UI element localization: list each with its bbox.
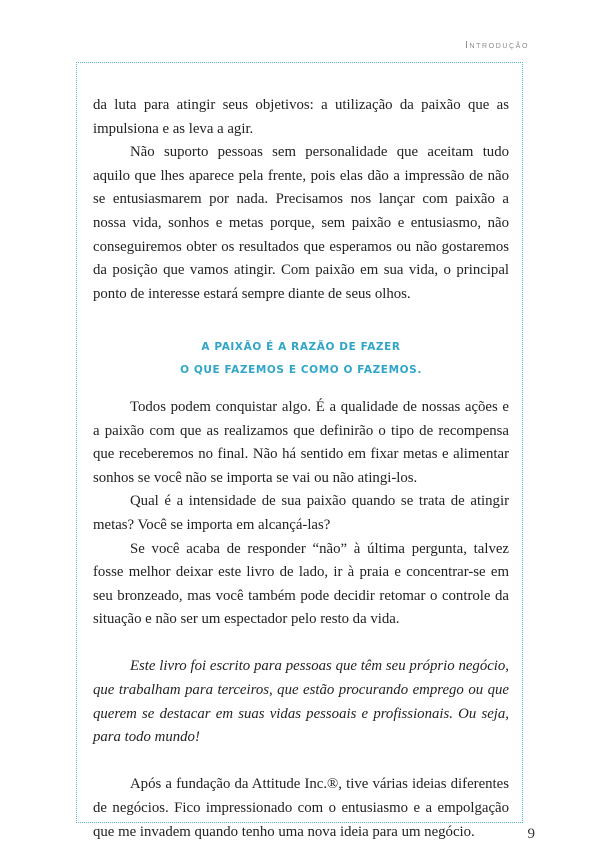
page-number: 9 [527,826,535,842]
pull-quote-line-1: A PAIXÃO É A RAZÃO DE FAZER [201,340,401,353]
paragraph-4: Qual é a intensidade de sua paixão quando se trata de atingir metas? Você se importa em alcançá-las? [93,493,509,533]
spacer [93,306,509,330]
pull-quote [93,330,509,396]
spacer [93,632,509,656]
paragraph-6-italic: Este livro foi escrito para pessoas que têm seu próprio negócio, que trabalham para terceiros, que estão procurando emprego ou que querem se destacar em suas vidas pessoais e profissionais. Ou seja, para todo mundo! [93,658,509,746]
paragraph-3: Todos podem conquistar algo. É a qualidade de nossas ações e a paixão com que as realizamos que definirão o tipo de recompensa que receberemos no final. Não há sentido em fixar metas e alimentar sonhos se você não se importa se vai ou não atingi-los. [93,398,509,486]
page-body [93,94,509,844]
spacer [93,750,509,774]
pull-quote-line-2: O QUE FAZEMOS E COMO O FAZEMOS. [180,363,422,376]
paragraph-1: da luta para atingir seus objetivos: a utilização da paixão que as impulsiona e as leva a agir. [93,97,509,137]
running-head: Introdução [465,40,529,51]
paragraph-7: Após a fundação da Attitude Inc.®, tive várias ideias diferentes de negócios. Fico impressionado com o entusiasmo e a empolgação que me invadem quando tenho uma nova ideia para um negócio. [93,776,509,840]
paragraph-2: Não suporto pessoas sem personalidade que aceitam tudo aquilo que lhes aparece pela frente, pois elas dão a impressão de não se entusiasmarem por nada. Precisamos nos lançar com paixão a nossa vida, sonhos e metas porque, sem paixão e entusiasmo, não conseguiremos obter os resultados que esperamos ou não gostaremos da posição que vamos atingir. Com paixão em sua vida, o principal ponto de interesse estará sempre diante de seus olhos. [93,144,509,302]
paragraph-5: Se você acaba de responder “não” à última pergunta, talvez fosse melhor deixar este livro de lado, ir à praia e concentrar-se em seu bronzeado, mas você também pode decidir retomar o controle da situação e não ser um espectador pelo resto da vida. [93,540,509,628]
